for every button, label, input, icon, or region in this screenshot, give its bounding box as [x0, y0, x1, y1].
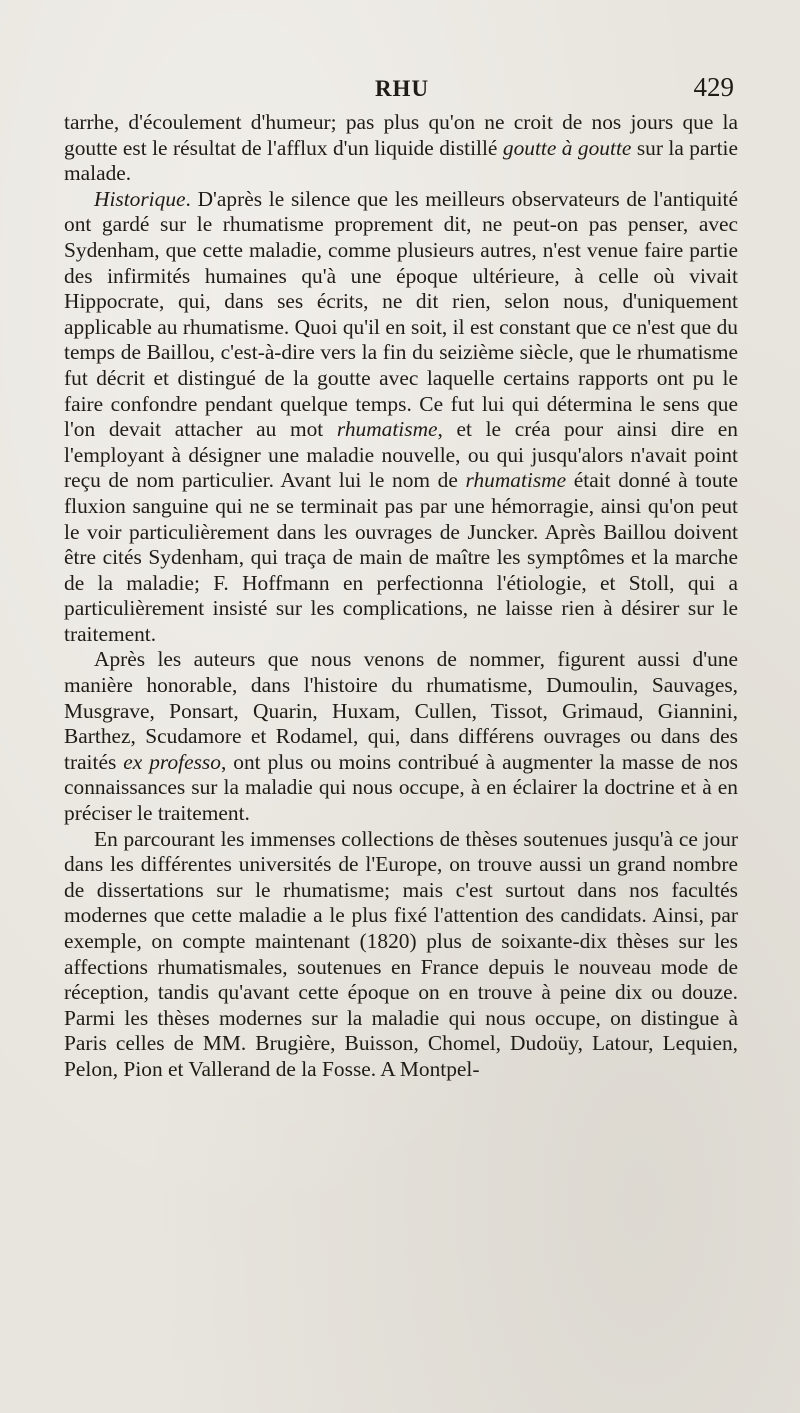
italic-span: rhumatisme	[336, 417, 438, 442]
paragraph-auteurs	[64, 647, 738, 826]
page-number: 429	[693, 72, 734, 102]
paragraph-theses	[64, 827, 738, 1083]
text-span: . D'après le silence que les meilleurs observateurs de l'antiquité ont gardé sur le rhumatisme proprement dit, ne peut-on pas penser, avec Sydenham, que cette maladie, comme plusieurs autres, n'est venue faire partie des infirmités humaines qu'à une époque ultérieure, à celle où vivait Hippocrate, qui, dans ses écrits, ne dit rien, selon nous, d'uniquement applicable au rhumatisme. Quoi qu'il en soit, il est constant que ce n'est que du temps de Baillou, c'est-à-dire vers la fin du seizième siècle, que le rhumatisme fut décrit et distingué de la goutte avec laquelle certains rapports ont pu le faire confondre pendant quelque temps. Ce fut lui qui détermina le sens que l'on devait attacher au mot	[64, 186, 738, 442]
section-heading-historique: Historique	[94, 186, 186, 211]
text-span: tarrhe, d'écoulement d'humeur; pas plus qu'on ne croit de nos jours que la goutte est le résultat de l'afflux d'un liquide distillé	[64, 110, 738, 160]
text-span: En parcourant les immenses collections de thèses soutenues jusqu'à ce jour dans les différentes universités de l'Europe, on trouve aussi un grand nombre de dissertations sur le rhumatisme; mais c'est surtout dans nos facultés modernes que cette maladie a le plus fixé l'attention des candidats. Ainsi, par exemple, on compte maintenant (1820) plus de soixante-dix thèses sur les affections rhumatismales, soutenues en France depuis le nouveau mode de réception, tandis qu'avant cette époque on en trouve à peine dix ou douze. Parmi les thèses modernes sur la maladie qui nous occupe, on distingue à Paris celles de MM. Brugière, Buisson, Chomel, Dudoüy, Latour, Lequien, Pelon, Pion et Vallerand de la Fosse. A Montpel-	[64, 826, 738, 1081]
text-span: , ont plus ou moins contribué à augmenter la masse de nos connaissances sur la maladie qui nous occupe, à en éclairer la doctrine et à en préciser le traitement.	[64, 749, 739, 826]
text-span: Après les auteurs que nous venons de nommer, figurent aussi d'une manière honorable, dans l'histoire du rhumatisme, Dumoulin, Sauvages, Musgrave, Ponsart, Quarin, Huxam, Cullen, Tissot, Grimaud, Giannini, Barthez, Scudamore et Rodamel, qui, dans différens ouvrages ou dans des traités	[64, 647, 738, 774]
text-span: , et le créa pour ainsi dire en l'employant à désigner une maladie nouvelle, ou qui jusqu'alors n'avait point reçu de nom particulier. Avant lui le nom de	[64, 417, 738, 493]
paragraph-historique	[64, 187, 738, 648]
page-header	[64, 72, 740, 108]
italic-span: ex professo	[123, 749, 221, 774]
text-span: était donné à toute fluxion sanguine qui ne se terminait pas par une hémorragie, ainsi qu'on peut le voir particulièrement dans les ouvrages de Juncker. Après Baillou doivent être cités Sydenham, qui traça de main de maître les symptômes et la marche de la maladie; F. Hoffmann en perfectionna l'étiologie, et Stoll, qui a particulièrement insisté sur les complications, ne laisse rien à désirer sur le traitement.	[64, 468, 738, 646]
paragraph-continuation	[64, 110, 738, 187]
body-text	[64, 110, 738, 1083]
text-span: sur la partie malade.	[64, 135, 738, 186]
italic-span: goutte à goutte	[502, 135, 632, 160]
italic-span: rhumatisme	[465, 468, 567, 493]
running-head: RHU	[374, 76, 430, 101]
